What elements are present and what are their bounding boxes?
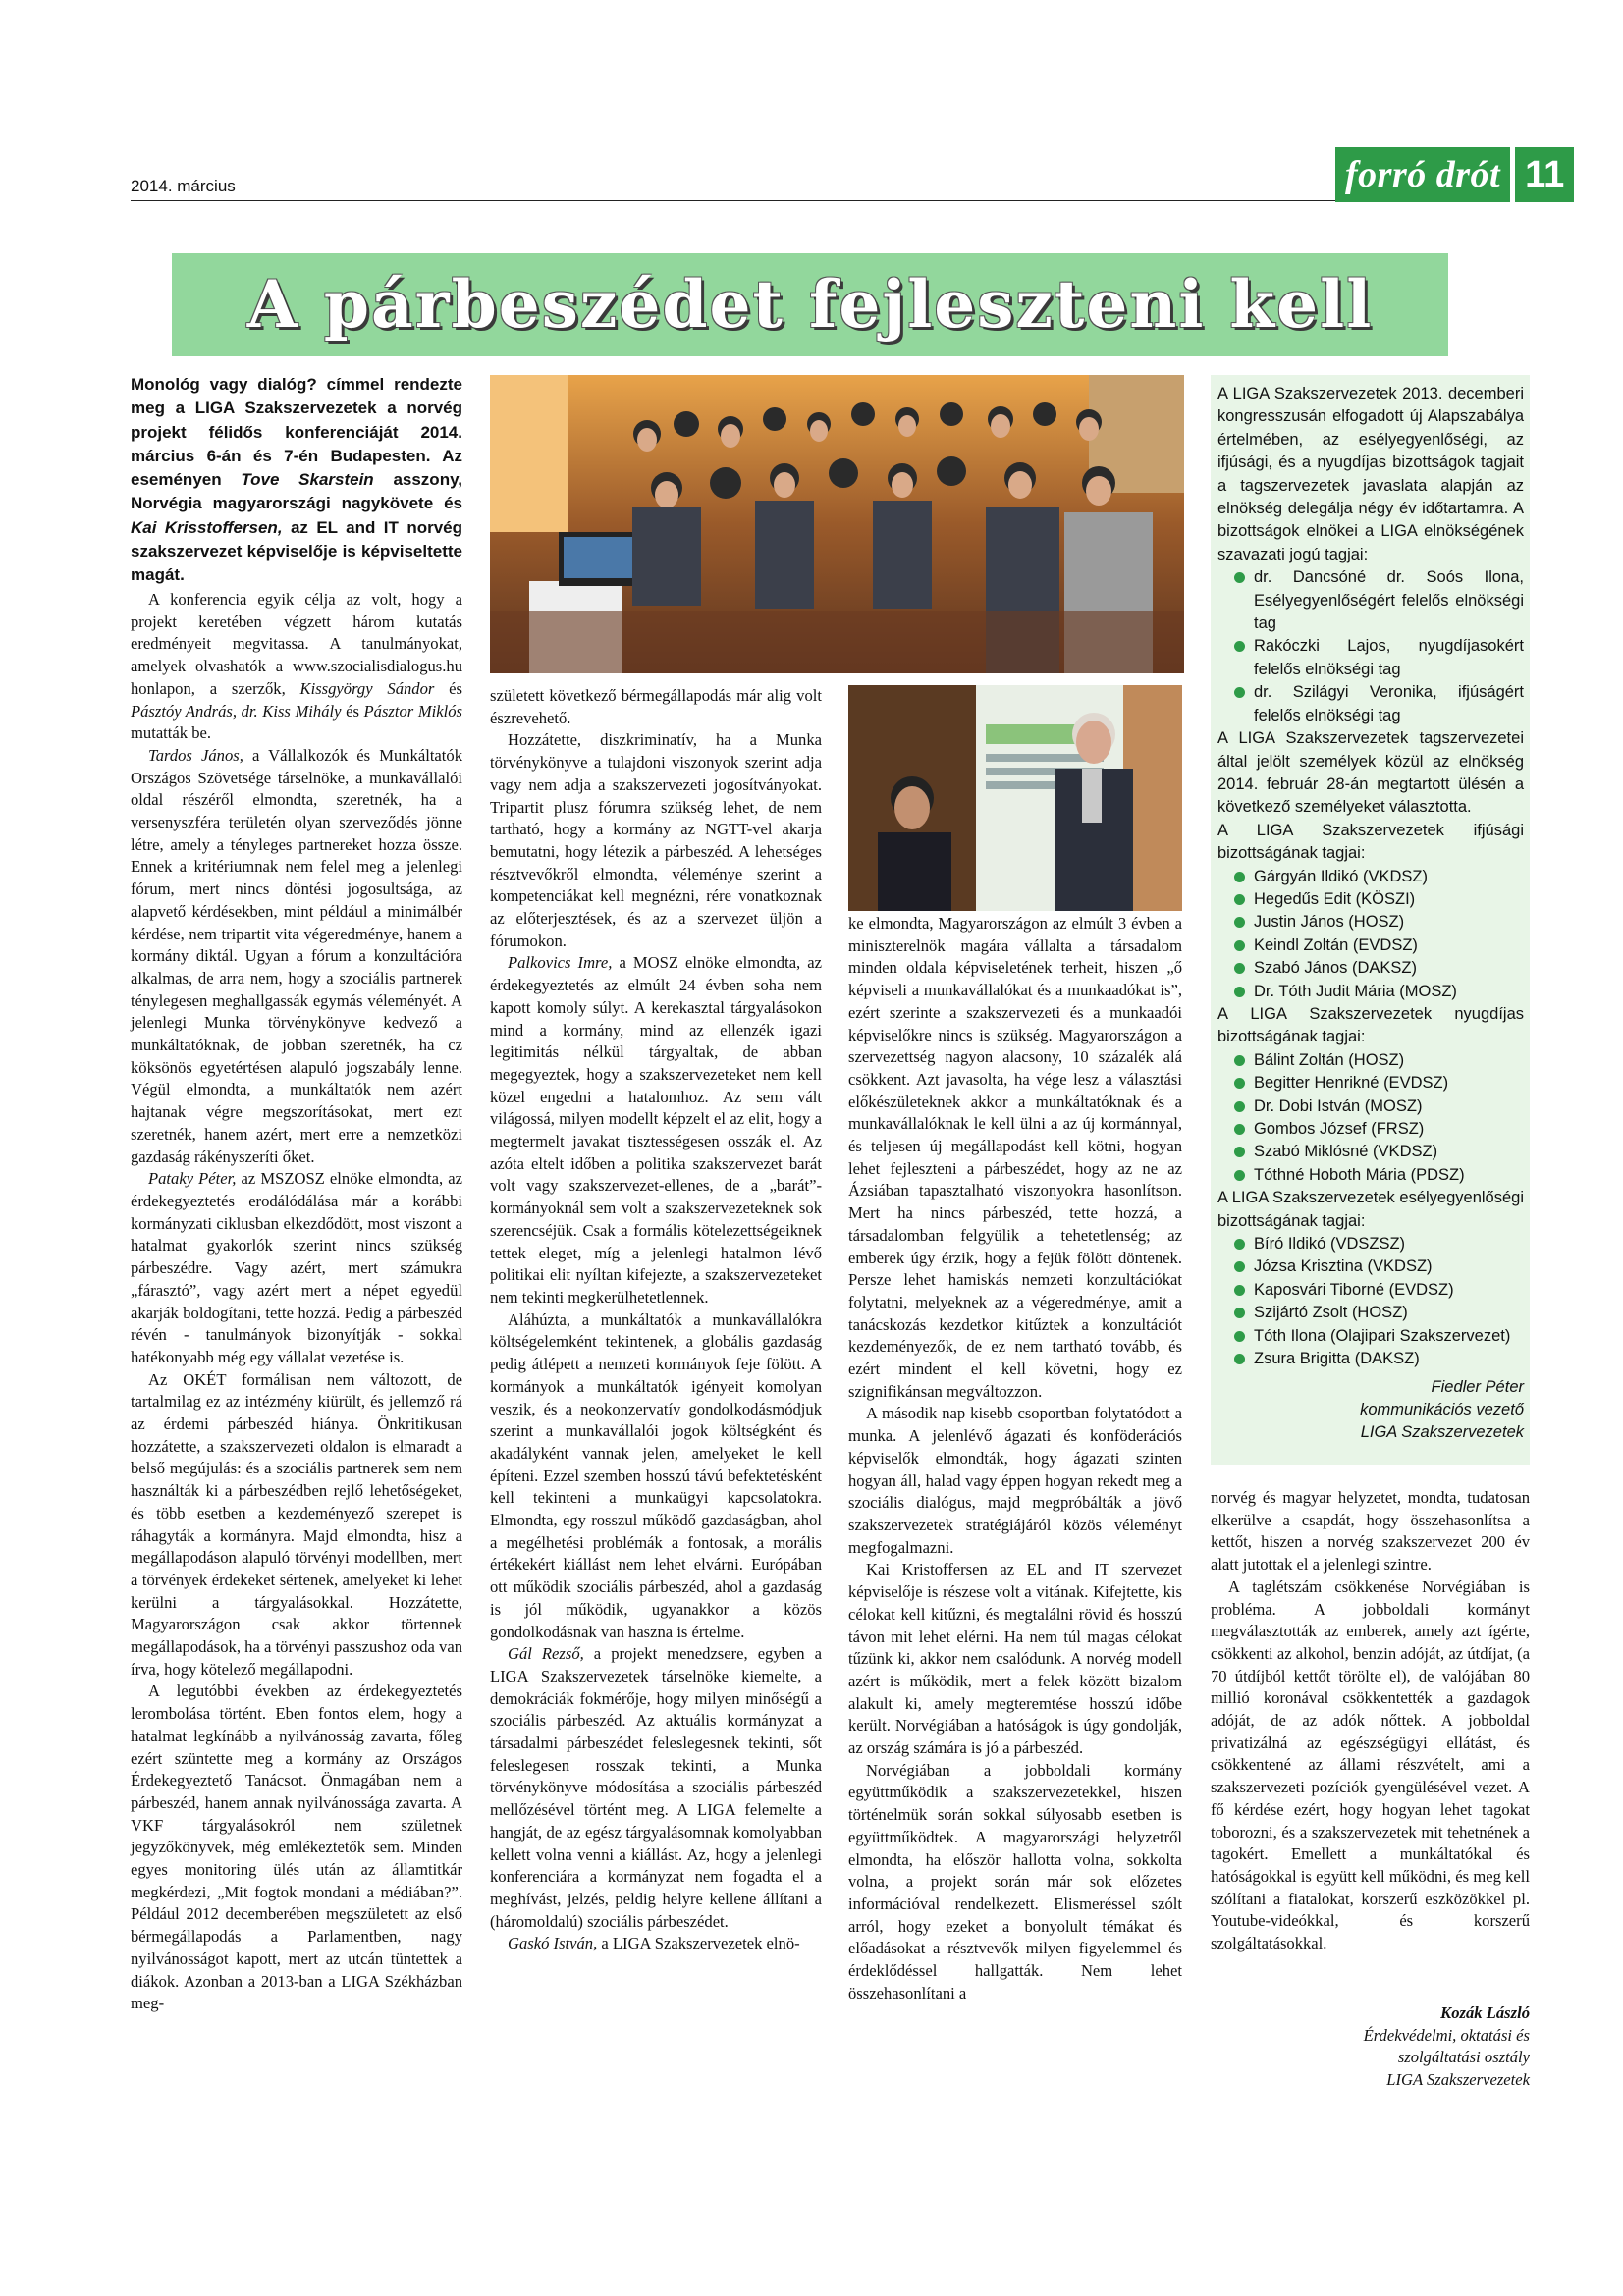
bullet-icon [1234, 1308, 1245, 1318]
paragraph: Norvégiában a jobboldali kormány együttműködik a szakszervezetekkel, hiszen történelmük során sokkal súlyosabb esetben is együttműködtek. A magyarországi helyzetről elmondta, ha először hallotta volna, sokkolta volna, a projekt során már sok előzetes információval rendelkezett. Elismeréssel szólt arról, hogy ezeket a bonyolult témákat és előadásokat a résztvevők milyen figyelemmel és érdeklődéssel hallgatták. Nem lehet összehasonlítani a [848, 1760, 1182, 2002]
list-item [1217, 1141, 1524, 1163]
paragraph: A taglétszám csökkenése Norvégiában is probléma. A jobboldali kormányt megválasztották az emberek, amely azt ígérte, csökkenti az alkohol, benzin adóját, az útdíjat, (a 70 útdíjból kettőt törölte el), de valójában 80 millió koronával csökkentették a gazdagok adóját, de az adók nőttek. A jobboldal privatizálná az egészségügyi ellátást, és csökkentené az állami részvételt, ami a szakszervezeti pozíciók gyengülésével vezet. A fő kérdése ezért, hogy hogyan lehet tagokat toborozni, és a szakszervezetek mit tehetnének a tagokért. Emellett a munkáltatókal és hatóságokkal is együtt kell működni, és meg kell szólítani a fiatalokat, korszerű eszközökkel pl. Youtube-videókkal, és korszerű szolgáltatásokkal. [1211, 1576, 1530, 1953]
bullet-icon [1234, 987, 1245, 997]
speaker-name: Tardos János, [148, 745, 243, 765]
item-text: Józsa Krisztina (VKDSZ) [1254, 1257, 1433, 1276]
bullet-icon [1234, 940, 1245, 951]
speakers-photo [848, 685, 1182, 911]
item-text: Tóth Ilona (Olajipari Szakszervezet) [1254, 1326, 1511, 1345]
list-item [1217, 681, 1524, 727]
paragraph [131, 589, 462, 745]
paragraph: ke elmondta, Magyarországon az elmúlt 3 évben a miniszterelnök magára vállalta a társadalom minden oldala képviseletének terheit, hiszen „ő képviseli a munkavállalókat és a munkaadókat is”, ezért szerinte a szakszervezeti és a munkaadói képviselőkre nincs is szükség. Magyarországon a szervezettség nagyon alacsony, 10 százalék alá csökkent. Azt javasolta, ha vége lesz a választási előkészületeknek akkor a munkáltatóknak és a munkavállalóknak le kell ülni a az új kormánnyal, és teljesen új megállapodást kell kötni, hogyan lehet fejleszteni a párbeszédet, hogy az ne az Ázsiában tapasztalható viszonyokra hasonlítson. Mert ha nincs párbeszéd, tette hozzá, a társadalomban felgyülik a tehetetlenség; az emberek úgy érzik, hogy a fejük fölött döntenek. Persze lehet hamiskás nemzeti konzultációkat folytatni, melyeknek az a végeredménye, amit a tanácskozás kezdetkor kitűztek a konzultációt kezdeményezők, de ez nem tartható tovább, és ezért mindent el kell követni, hogy ez szignifikánsan megváltozzon. [848, 914, 1182, 1401]
item-text: dr. Dancsóné dr. Soós Ilona, Esélyegyenlőségért felelős elnökségi tag [1254, 568, 1524, 633]
paragraph: Az OKÉT formálisan nem változott, de tartalmilag ez az intézmény kiürült, és jellemző rá az érdemi párbeszéd hiánya. Önkritikusan hozzátette, a szakszervezeti oldalon is elmaradt a belső megújulás: és a szociális partnerek sem nem használták ki a párbeszédben rejlő lehetőségeket, és több esetben a kezdeményező szerepet is ráhagyták a kormányra. Majd elmondta, hisz a megállapodáson alapuló törvényi modellben, mert a törvények érdekeket sértenek, amelyeket ki lehet kerülni a tárgyalásokkal. Hozzátette, Magyarországon csak akkor törtennek megállapodások, ha a törvényi passzushoz oda van írva, hogy kötelező megállapodni. [131, 1369, 462, 1679]
item-text: Tóthné Hoboth Mária (PDSZ) [1254, 1165, 1465, 1184]
list-item [1217, 981, 1524, 1003]
item-text: Szijártó Zsolt (HOSZ) [1254, 1304, 1408, 1322]
text: a LIGA Szakszervezetek elnö- [597, 1934, 800, 1953]
item-text: Szabó Miklósné (VKDSZ) [1254, 1143, 1438, 1161]
paragraph [490, 1933, 822, 1955]
bullet-icon [1234, 1331, 1245, 1342]
bullet-icon [1234, 1078, 1245, 1089]
pension-title: A LIGA Szakszervezetek nyugdíjas bizottságának tagjai: [1217, 1004, 1524, 1046]
article-lead [131, 373, 462, 588]
speaker-name: Gál Rezső, [508, 1644, 584, 1664]
item-text: Zsura Brigitta (DAKSZ) [1254, 1350, 1420, 1368]
author-dept-2: szolgáltatási osztály [1397, 2048, 1530, 2066]
item-text: Szabó János (DAKSZ) [1254, 959, 1417, 978]
author-name: Pásztor Miklós [363, 701, 462, 721]
lead-name-2: Kai Krisstoffersen, [131, 517, 283, 537]
item-text: Kaposvári Tiborné (EVDSZ) [1254, 1280, 1454, 1299]
text: és [341, 701, 364, 721]
item-text: Dr. Dobi István (MOSZ) [1254, 1096, 1423, 1115]
sidebar-mid: A LIGA Szakszervezetek tagszervezetei által jelölt személyek közül az elnökség 2014. február 28-án megtartott ülésén a következő személyeket választotta. [1217, 729, 1524, 817]
list-item [1217, 957, 1524, 980]
list-item [1217, 866, 1524, 888]
sidebar-intro: A LIGA Szakszervezetek 2013. decemberi kongresszusán elfogadott új Alapszabálya értelmében, az esélyegyenlőségi, az ifjúsági, és a nyugdíjas bizottságok tagjait a tagszervezetek javaslata alapján az elnökség delegálja négy év időtartamra. A bizottságok elnökei a LIGA elnökségének szavazati jogú tagjai: [1217, 385, 1524, 563]
paragraph: A második nap kisebb csoportban folytatódott a munka. A jelenlévő ágazati és konföderációs képviselők elmondták, hogy ágazati szinten hogyan áll, halad vagy éppen hogyan rekedt meg a szociális dialógus, majd megpróbálták a jövő szakszervezetek stratégiájáról közös véleményt megfogalmazni. [848, 1404, 1182, 1557]
item-text: Justin János (HOSZ) [1254, 913, 1405, 932]
list-item [1217, 1348, 1524, 1370]
bullet-icon [1234, 1147, 1245, 1157]
signature-role: kommunikációs vezető [1360, 1401, 1524, 1419]
list-item [1217, 1255, 1524, 1278]
author-name: Kozák László [1440, 2003, 1530, 2022]
sidebar-content [1217, 383, 1524, 1444]
item-text: Gombos József (FRSZ) [1254, 1120, 1425, 1138]
bullet-icon [1234, 917, 1245, 928]
lead-name-1: Tove Skarstein [241, 470, 374, 490]
list-item [1217, 911, 1524, 934]
bullet-icon [1234, 1055, 1245, 1066]
list-item [1217, 1118, 1524, 1141]
article-title: A párbeszédet fejleszteni kell [246, 266, 1374, 343]
item-text: Bálint Zoltán (HOSZ) [1254, 1050, 1405, 1069]
bullet-icon [1234, 641, 1245, 652]
bullet-icon [1234, 1285, 1245, 1296]
paragraph [131, 1168, 462, 1368]
equal-title: A LIGA Szakszervezetek esélyegyenlőségi bizottságának tagjai: [1217, 1189, 1524, 1230]
issue-date: 2014. március [131, 177, 236, 195]
list-item [1217, 1325, 1524, 1348]
column-4 [1211, 1487, 1530, 1955]
paragraph [490, 1643, 822, 1933]
list-item [1217, 1279, 1524, 1302]
item-text: Hegedűs Edit (KÖSZI) [1254, 889, 1416, 908]
paragraph [490, 952, 822, 1308]
page-number: 11 [1515, 147, 1574, 202]
bullet-icon [1234, 1101, 1245, 1112]
list-item [1217, 1164, 1524, 1187]
paragraph: Hozzátette, diszkriminatív, ha a Munka törvénykönyve a tulajdoni viszonyok szerint adja vagy nem adja a szakszervezeti jogosítványokat. Tripartit plusz fórumra szükség lehet, de nem tartható, hogy a kormány az NGTT-vel akarja bemutatni, hogy létezik a párbeszéd. A lehetséges résztvevőkről elmondta, véleménye szerint a kompetenciákat kell megnézni, rére vonatkoznak az előterjesztések, és az a szervezet üljön a fórumokon. [490, 730, 822, 950]
paragraph: született következő bérmegállapodás már alig volt észrevehető. [490, 686, 822, 727]
list-item [1217, 1233, 1524, 1255]
list-item [1217, 635, 1524, 681]
signature-name: Fiedler Péter [1431, 1378, 1524, 1397]
author-dept-1: Érdekvédelmi, oktatási és [1363, 2025, 1530, 2045]
text: és [434, 678, 462, 698]
chairs-list [1217, 566, 1524, 727]
conference-audience-photo [490, 375, 1184, 673]
author-name: Pásztóy András, dr. Kiss Mihály [131, 701, 342, 721]
lead-text-1: Monológ vagy dialóg? címmel rendezte meg a LIGA Szakszervezetek a norvég projekt félidős konferenciáját 2014. március 6-án és 7-én Budapesten. Az eseményen [131, 375, 462, 490]
list-item [1217, 1049, 1524, 1072]
header-rule [131, 200, 1486, 201]
bullet-icon [1234, 1239, 1245, 1250]
youth-title: A LIGA Szakszervezetek ifjúsági bizottságának tagjai: [1217, 821, 1524, 863]
bullet-icon [1234, 1170, 1245, 1181]
list-item [1217, 1072, 1524, 1095]
text: a Vállalkozók és Munkáltatók Országos Szövetsége társelnöke, a munkavállalói oldal részéről elmondta, szeretnék, ha a versenyszféra területén olyan szerveződés jönne létre, amely a tényleges partnereket hozza össze. Ennek a kritériumnak nem felel meg a jelenlegi fórum, mert nincs döntési jogosultsága, az alapvető kérdésekben, mint például a minimálbér kérdése, nem tripartit vita végeredménye, hanem a kormány diktál. Ugyan a fórum a konzultációra alkalmas, de arra nem, hogy a szociális partnerek ténylegesen meghallgassák egymás véleményét. A jelenlegi Munka törvénykönyve kedvező a munkáltatóknak, de jobban szeretnék, ha cz köksönös egyetértésen alapuló jogszabály lenne. Végül elmondta, a munkáltatók nem azért hajtanak végre megszorításokat, mert ezt szeretnék, hanem azért, mert erre a nemzetközi gazdaság rákényszeríti őket. [131, 745, 463, 1166]
lead-text-2: asszony, Norvégia magyarországi nagykövete és [131, 470, 462, 513]
paragraph: norvég és magyar helyzetet, mondta, tudatosan elkerülve a csapdát, hogy összehasonlítsa a kettőt, hiszen a norvég szakszervezet 200 év alatt jutottak el a jelenlegi szintre. [1211, 1488, 1530, 1575]
item-text: Bíró Ildikó (VDSZSZ) [1254, 1235, 1406, 1254]
list-item [1217, 1095, 1524, 1118]
list-item [1217, 1302, 1524, 1324]
youth-list [1217, 866, 1524, 1003]
list-item [1217, 566, 1524, 635]
text: az MSZOSZ elnöke elmondta, az érdekegyeztetés erodálódálása már a korábbi kormányzati ciklusban elkezdődött, most viszont a hatalmat gyakorlók szerint nincs szükség párbeszédre. Vagy azért, mert számukra „fárasztó”, vagy azért mert a népet egyedül akarják boldogítani, tette hozzá. Pedig a párbeszéd révén - tanulmányok bizonyítják - sokkal hatékonyabb még egy vállalat vezetése is. [131, 1169, 462, 1366]
speaker-name: Pataky Péter, [148, 1169, 237, 1189]
column-3 [848, 913, 1182, 2004]
column-2 [490, 685, 822, 1955]
item-text: dr. Szilágyi Veronika, ifjúságért felelős elnökségi tag [1254, 683, 1524, 724]
text: mutatták be. [131, 723, 212, 743]
author-name: Kissgyörgy Sándor [299, 678, 435, 698]
item-text: Begitter Henrikné (EVDSZ) [1254, 1074, 1449, 1093]
article-signature [1211, 2002, 1530, 2091]
paragraph: A legutóbbi években az érdekegyeztetés lerombolása történt. Eben fontos elem, hogy a hatalmat legkínább a nyilvánosság zavarta, főleg ezért szüntette meg a kormány az Országos Érdekegyeztető Tanácsot. Önmagában nem a párbeszéd, hanem annak nyilvánossága zavarta. A VKF tárgyalásokról nem születnek jegyzőkönyvek, még emlékeztetők sem. Minden egyes monitoring ülés után az államtitkár megkérdezi, „Mit fogtok mondani a médiában?”. Például 2012 decemberében megszületett az első bérmegállapodás a Parlamentben, nagy nyilvánosságot kapott, mert az utcán tüntettek a diákok. Azonban a 2013-ban a LIGA Székházban meg- [131, 1682, 462, 2013]
item-text: Rakóczki Lajos, nyugdíjasokért felelős elnökségi tag [1254, 637, 1524, 678]
speaker-name: Gaskó István, [508, 1934, 598, 1953]
sidebar-signature [1217, 1376, 1524, 1444]
column-1 [131, 589, 462, 2015]
bullet-icon [1234, 872, 1245, 882]
paragraph: Aláhúzta, a munkáltatók a munkavállalókra költségelemként tekintenek, a globális gazdaság pedig átlépett a nemzeti kormányok feje fölött. A kormányok a munkáltatók igényeit komolyan veszik, és a neokonzervatív gondolkodásmódjuk szerint a munkavállalói jogok költségként és akadályként vannak jelen, amelyeket le kell építeni. Ezzel szemben hosszú távú befektetésként kell tekinteni a munkaügyi kapcsolatokra. Elmondta, egy rosszul működő gazdaságban, ahol a megélhetési problémák a fontosak, a morális értékekért kiállást nem lehet elvárni. Európában ott működik szociális párbeszéd, ahol a gazdaság is jól működik, ugyanakkor a közös gondolkodásnak van haszna is értelme. [490, 1309, 822, 1641]
speaker-name: Palkovics Imre, [508, 953, 613, 973]
lead-text-3: az EL and IT norvég szakszervezet képviselője is képviseltette magát. [131, 517, 462, 585]
paragraph [131, 745, 462, 1168]
paragraph: Kai Kristoffersen az EL and IT szervezet képviselője is részese volt a vitának. Kifejtette, kis célokat kell kitűzni, és megtalálni rövid és hosszú távon mit lehet elérni. Ha nem túl magas célokat tűzünk ki, akkor nem csalódunk. A norvég modell azért is működik, mert a felek között bizalom alakult ki, amely megteremtése hosszú időbe került. Norvégiában a hatóságok is úgy gondolják, az ország számára is jó a párbeszéd. [848, 1560, 1182, 1758]
item-text: Dr. Tóth Judit Mária (MOSZ) [1254, 982, 1457, 1000]
text: a projekt menedzsere, egyben a LIGA Szakszervezetek társelnöke kiemelte, a demokráciák fokmérője, hogy milyen minőségű a szociális párbeszéd. Az aktuális kormányzat a társadalmi párbeszédet feleslegesnek tekinti, sőt feleslegesen rosszak tekinti, a Munka törvénykönyve módosítása a szociális párbeszéd mellőzésével történt meg. A LIGA felemelte a hangját, de az egész tárgyalásomnak komolyabban kellett volna venni a kiállást. Az, hogy a jelenlegi konferenciára a kormányzat nem fogadta el a meghívást, jelzés, peldig helyre kellene állítani a (háromoldalú) szociális párbeszédet. [490, 1644, 822, 1931]
signature-org: LIGA Szakszervezetek [1360, 1423, 1524, 1442]
item-text: Gárgyán Ildikó (VKDSZ) [1254, 867, 1428, 885]
bullet-icon [1234, 1261, 1245, 1272]
bullet-icon [1234, 687, 1245, 698]
item-text: Keindl Zoltán (EVDSZ) [1254, 935, 1418, 954]
bullet-icon [1234, 1124, 1245, 1135]
list-item [1217, 934, 1524, 957]
bullet-icon [1234, 1354, 1245, 1364]
bullet-icon [1234, 572, 1245, 583]
author-org: LIGA Szakszervezetek [1386, 2069, 1530, 2089]
bullet-icon [1234, 963, 1245, 974]
masthead [1335, 147, 1574, 202]
pension-list [1217, 1049, 1524, 1187]
bullet-icon [1234, 894, 1245, 905]
equal-list [1217, 1233, 1524, 1370]
text: a MOSZ elnöke elmondta, az érdekegyeztetés az elmúlt 24 évben soha nem kapott komoly súlyt. A kerekasztal tárgyalásokon mind a kormány, mind az ellenzék igazi legitimitás nélkül tárgyaltak, de abban megegyeztek, hogy a szakszervezeteket nem kell közel engedni a hatalomhoz. Az sem vált világossá, milyen modellt képzelt el az elit, hogy a megtermelt javakat tisztességesen osszák el. Az azóta eltelt időben a politika szakszervezet barát volt vagy szakszervezet-ellenes, de a „barát”-kormányoknál sem volt a szakszervezeteknek sok szerencséjük. Csak a formális kötelezettségeiknek tettek eleget, míg a jelenlegi hatalmon lévő politikai elit nyíltan kifejezte, a szakszervezeteket nem tekinti megkerülhetetlennek. [490, 953, 822, 1307]
list-item [1217, 888, 1524, 911]
text: A konferencia egyik célja az volt, hogy a projekt keretében végzett három kutatás eredményeit megvitassa. A tanulmányokat, amelyek olvashatók a www.szocialisdialogus.hu honlapon, a szerzők, [131, 590, 462, 698]
masthead-title: forró drót [1335, 147, 1510, 202]
